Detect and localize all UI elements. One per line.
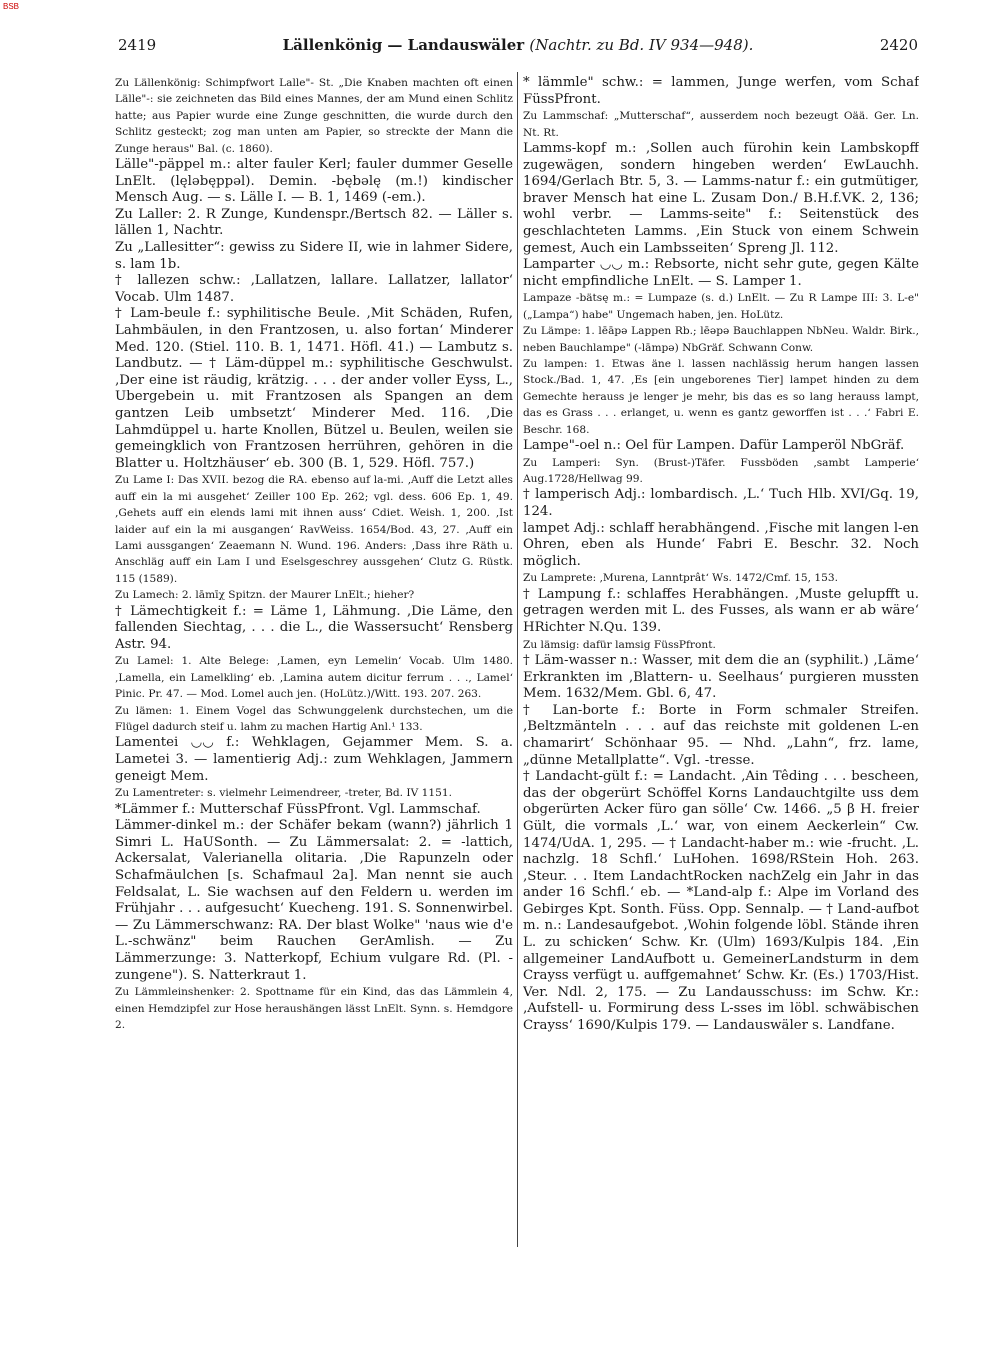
entry: † Lampung f.: schlaffes Herabhängen. ‚Muste gelupfft u. getragen werden mit L. des Fusses, als wann er ab wäre‘ HRichter N.Qu. 139. (523, 586, 919, 635)
entry: † Lan-borte f.: Borte in Form schmaler Streifen. ‚Beltzmänteln . . . auf das reichste mit goldenen L-en chamarirt‘ Schönhaar 95. — Nhd. „Lahn“, frz. lame, „dünne Metallplatte“. Vgl. -tresse. (523, 702, 919, 768)
entry: Lälle"-päppel m.: alter fauler Kerl; fauler dummer Geselle LnElt. (lęlәbęppәl). Demin. -bębәlę (m.!) kindischer Mensch Aug. — s. Lälle I. — B. 1, 1469 (-em.). (115, 157, 513, 206)
entry: Zu Lämmleinshenker: 2. Spottname für ein Kind, das das Lämmlein 4, einen Hemdzipfel zur Hose heraushängen lässt LnElt. Synn. s. Hemdgore 2. (115, 986, 513, 1031)
page-number-left: 2419 (118, 36, 157, 54)
page-number-right: 2420 (879, 36, 918, 54)
header-title-note: (Nachtr. zu Bd. IV 934—948). (529, 36, 754, 54)
entry: Zu lämsig: dafür lamsig FüssPfront. (523, 638, 716, 651)
column-divider (517, 72, 518, 1247)
library-stamp: BSB (3, 2, 20, 11)
entry: Zu Lämpe: 1. lēāpә Lappen Rb.; lēəpə Bauchlappen NbNeu. Waldr. Birk., neben Bauchlampe" (-lāmpə) NbGräf. Schwann Conw. (523, 325, 919, 354)
entry: Zu Lamel: 1. Alte Belege: ‚Lamen, eyn Lemelin‘ Vocab. Ulm 1480. ‚Lamella, ein Lamelkling‘ eb. ‚Lamina autem dicitur ferrum . . ., Lamel‘ Pinic. Pr. 47. — Mod. Lomel auch jen. (HoLütz.)/Witt. 193. 207. 263. (115, 655, 513, 701)
entry: † lamperisch Adj.: lombardisch. ‚L.‘ Tuch Hlb. XVI/Gq. 19, 124. (523, 487, 919, 519)
entry: *Lämmer f.: Mutterschaf FüssPfront. Vgl. Lammschaf. (115, 801, 481, 817)
entry: Zu Lamprete: ‚Murena, Lanntprât‘ Ws. 1472/Cmf. 15, 153. (523, 572, 838, 585)
entry: Lamparter ◡◡ m.: Rebsorte, nicht sehr gute, gegen Kälte nicht empfindliche LnElt. — S. Lamper 1. (523, 257, 919, 289)
entry: Zu Lame I: Das XVII. bezog die RA. ebenso auf la-mi. ‚Auff die Letzt alles auff ein la mi ausgehet‘ Zeiller 100 Ep. 262; vgl. dess. 606 Ep. 1, 49. ‚Gehets auff ein elends lami mit ihnen auss‘ Cdiet. Weish. 1, 200. ‚Ist laider auf ein la mi ausgangen‘ RavWeiss. 1654/Bod. 43, 27. ‚Auff ein Lami aussgangen‘ Zeaemann N. Wund. 196. Anders: ‚Dass ihre Räth u. Anschläg auff ein Lam I und Eselsgeschrey aussgehen‘ Clutz G. Rüstk. 115 (1589). (115, 474, 513, 585)
entry: lampet Adj.: schlaff herabhängend. ‚Fische mit langen l-en Ohren, eben als Hunde‘ Fabri E. Beschr. 32. Noch möglich. (523, 520, 919, 569)
entry: † Läm-wasser n.: Wasser, mit dem die an (syphilit.) ‚Läme‘ Erkrankten im ‚Blattern- u. Seelhaus‘ purgieren mussten Mem. 1632/Mem. Gbl. 6, 47. (523, 652, 919, 702)
entry: Zu Laller: 2. R Zunge, Kundenspr./Bertsch 82. — Läller s. lällen 1, Nachtr. (115, 206, 513, 239)
entry: Lamms-kopf m.: ‚Sollen auch fürohin kein Lambskopff zugewägen, sondern hingeben werden‘ EwLauchh. 1694/Gerlach Btr. 5, 3. — Lamms-natur f.: ein gutmütiger, braver Mensch hat eine L. Zusam Don./ B.H.f.VK. 2, 136; wohl verbr. — Lamms-seite" f.: Seitenstück des geschlachteten Lamms. ‚Ein Stuck von einem Schwein gemest, Auch ein Lambsseiten‘ Spreng Jl. 112. (523, 141, 919, 256)
entry: † lallezen schw.: ‚Lallatzen, lallare. Lallatzer, lallator‘ Vocab. Ulm 1487. (115, 273, 513, 305)
entry: Zu Lammschaf: „Mutterschaf“, ausserdem noch bezeugt Oää. Ger. Ln. Nt. Rt. (523, 110, 919, 139)
left-column (115, 75, 513, 1033)
entry: Zu Lällenkönig: Schimpfwort Lalle"- St. „Die Knaben machten oft einen Lälle"-: sie zeichneten das Bild eines Mannes, der am Mund einen Schlitz hatte; aus Papier wurde eine Zunge geschnitten, die wurde durch den Schlitz gesteckt; zog man unten am Papier, so streckte der Mann die Zunge heraus" Bal. (c. 1860). (115, 77, 513, 155)
entry: Zu lampen: 1. Etwas äne l. lassen nachlässig herum hangen lassen Stock./Bad. 1, 47. ‚Es [ein ungeborenes Tier] lampet hinden zu dem Gemechte herauss je lenger je mehr, bis das es so lang herauss lampt, das es Grass . . . erlanget, u. wenn es gantz geworffen ist . . .‘ Fabri E. Beschr. 168. (523, 357, 919, 436)
entry: Lämmer-dinkel m.: der Schäfer bekam (wann?) jährlich 1 Simri L. HaUSonth. — Zu Lämmersalat: 2. = -lattich, Ackersalat, Valerianella olitaria. ‚Die Rapunzeln oder Schafmäulchen [s. Schafmaul 2a]. Man nennt sie auch Feldsalat, L. Sie wachsen auf den Feldern u. werden im Frühjahr . . . aufgesucht‘ Kuecheng. 191. S. Sonnenwirbel. — Zu Lämmerschwanz: RA. Der blast Wolke" 'naus wie d'e L.-schwänz" beim Rauchen GerAmlish. — Zu Lämmerzunge: 3. Natterkopf, Echium vulgare Rd. (Pl. -zungene"). S. Natterkraut 1. (115, 818, 513, 983)
right-column (523, 75, 919, 1035)
entry: Lamentei ◡◡ f.: Wehklagen, Gejammer Mem. S. a. Lametei 3. — lamentierig Adj.: zum Wehklagen, Jammern geneigt Mem. (115, 735, 513, 784)
entry: Zu Lamperi: Syn. (Brust-)Täfer. Fussböden ‚sambt Lamperie‘ Aug.1728/Hellwag 99. (523, 456, 919, 485)
entry: Lampaze -bätsę m.: = Lumpaze (s. d.) LnElt. — Zu R Lampe III: 3. L-e" („Lampa“) habe" Ungemach haben, jen. HoLütz. (523, 292, 919, 321)
header-title (118, 36, 918, 54)
entry: Zu „Lallesitter“: gewiss zu Sidere II, wie in lahmer Sidere, s. lam 1b. (115, 240, 513, 272)
running-header (118, 36, 918, 58)
entry: † Landacht-gült f.: = Landacht. ‚Ain Têding . . . bescheen, das der obgerürt Schöffel Korns Landauchtgilte uss dem obgerürten Acker füro gan sölle‘ Cw. 1466. „5 β H. freier Gült, die vormals ‚L.‘ war, von einem Aeckerlein“ Cw. 1474/UdA. 1, 295. — † Landacht-haber m.: wie -frucht. ‚L. nachzlg. 18 Schfl.‘ LuHohen. 1698/RStein Hoh. 263. ‚Steur. . . Item LandachtRocken nachZelg ein Jahr in das ander 16 Schfl.‘ eb. — *Land-alp f.: Alpe im Vorland des Gebirges Kpt. Sonth. Füss. Opp. Sennalp. — † Land-aufbot m. n.: Landesaufgebot. ‚Wohin folgende löbl. Stände ihren L. zu schicken‘ Schw. Kr. (Ulm) 1693/Kulpis 184. ‚Ein allgemeiner LandAufbott u. GemeinerLandsturm in dem Crayss verfügt u. auffgemahnet‘ Schw. Kr. (Es.) 1703/Hist. Ver. Ndl. 2, 175. — Zu Landausschuss: im Schw. Kr.: ‚Aufstell- u. Formirung dess L-sses im löbl. schwäbischen Crayss‘ 1690/Kulpis 179. — Landauswäler s. Landfane. (523, 769, 919, 1034)
entry: Zu Lamech: 2. lāmīχ Spitzn. der Maurer LnElt.; hieher? (115, 589, 415, 602)
entry: † Lam-beule f.: syphilitische Beule. ‚Mit Schäden, Rufen, Lahmbäulen, in den Frantzosen, u. also fortan‘ Minderer Med. 120. (Stiel. 110. B. 1, 1471. Höfl. 41.) — Lambutz s. Landbutz. — † Läm-düppel m.: syphilitische Geschwulst. ‚Der eine ist räudig, krätzig. . . . der ander voller Eyss, L., Ubergebein u. mit Frantzosen als Spangen an dem gantzen Leib umbsetzt‘ Minderer Med. 116. ‚Die Lahmdüppel u. harte Knollen, Bützel u. Beulen, weilen sie gemeingklich von Frantzosen herrühren, gehören in die Blatter u. Holtzhäuser‘ eb. 300 (B. 1, 529. Höfl. 757.) (115, 306, 513, 471)
entry: Zu lämen: 1. Einem Vogel das Schwunggelenk durchstechen, um die Flügel dadurch steif u. lahm zu machen Hartig Anl.¹ 133. (115, 704, 513, 733)
entry: Lampe"-oel n.: Oel für Lampen. Dafür Lamperöl NbGräf. (523, 438, 905, 453)
entry: * lämmle" schw.: = lammen, Junge werfen, vom Schaf FüssPfront. (523, 75, 919, 107)
entry: Zu Lamentreter: s. vielmehr Leimendreer, -treter, Bd. IV 1151. (115, 787, 452, 800)
entry: † Lämechtigkeit f.: = Läme 1, Lähmung. ‚Die Läme, den fallenden Siechtag, . . . die L., die Wassersucht‘ Rensberg Astr. 94. (115, 603, 513, 652)
header-title-main: Lällenkönig — Landauswäler (282, 36, 525, 54)
